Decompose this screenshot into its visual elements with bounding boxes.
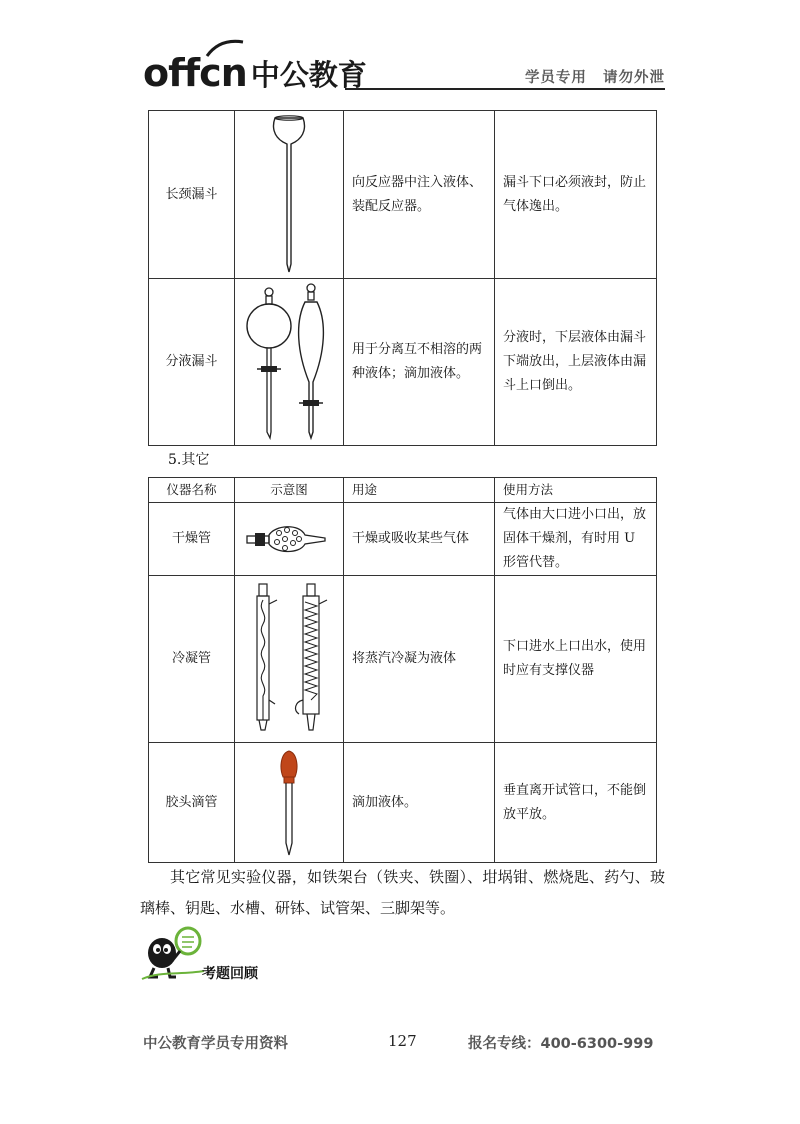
table-row [149, 279, 657, 446]
condenser-figure [235, 576, 344, 743]
header-rule [345, 88, 665, 90]
instrument-method: 分液时，下层液体由漏斗下端放出，上层液体由漏斗上口倒出。 [495, 279, 657, 446]
other-instruments-paragraph: 其它常见实验仪器，如铁架台（铁夹、铁圈）、坩埚钳、燃烧匙、药勺、玻璃棒、钥匙、水槽、研钵、试管架、三脚架等。 [140, 868, 665, 917]
table-row [149, 576, 657, 743]
column-header: 示意图 [235, 478, 344, 503]
table-header-row [149, 478, 657, 503]
footer-hotline: 报名专线：400-6300-999 [468, 1036, 654, 1052]
column-header: 仪器名称 [149, 478, 235, 503]
page-number: 127 [388, 1032, 417, 1050]
dropper-icon [269, 747, 309, 859]
header-tagline: 学员专用 请勿外泄 [524, 70, 665, 86]
review-section [140, 925, 258, 985]
table-row [149, 111, 657, 279]
logo-chinese-text: 中公教育 [250, 58, 367, 92]
mascot-magnifier-icon [140, 925, 206, 981]
instrument-method: 下口进水上口出水，使用时应有支撑仪器 [495, 576, 657, 743]
condenser-icon [239, 580, 339, 738]
column-header: 使用方法 [495, 478, 657, 503]
instrument-name: 冷凝管 [149, 576, 235, 743]
drying-tube-icon [241, 521, 337, 557]
drying-tube-figure [235, 503, 344, 576]
table-row [149, 743, 657, 863]
instrument-use: 用于分离互不相溶的两种液体；滴加液体。 [344, 279, 495, 446]
column-header: 用途 [344, 478, 495, 503]
instrument-name: 分液漏斗 [149, 279, 235, 446]
logo-swoosh-icon [205, 38, 245, 58]
instrument-use: 将蒸汽冷凝为液体 [344, 576, 495, 743]
review-title: 考题回顾 [202, 966, 258, 982]
other-instruments-table [148, 477, 657, 863]
instrument-method: 漏斗下口必须液封，防止气体逸出。 [495, 111, 657, 279]
logo-latin-text: offcn [143, 51, 247, 95]
instrument-use: 干燥或吸收某些气体 [344, 503, 495, 576]
page-header [143, 38, 665, 94]
table-row [149, 503, 657, 576]
funnel-table [148, 110, 657, 446]
instrument-name: 长颈漏斗 [149, 111, 235, 279]
long-neck-funnel-icon [259, 114, 319, 276]
instrument-method: 垂直离开试管口，不能倒放平放。 [495, 743, 657, 863]
section-title: 5.其它 [168, 452, 210, 468]
separatory-funnel-figure [235, 279, 344, 446]
instrument-use: 向反应器中注入液体、装配反应器。 [344, 111, 495, 279]
long-neck-funnel-figure [235, 111, 344, 279]
offcn-logo [143, 38, 367, 95]
footer-left: 中公教育学员专用资料 [143, 1036, 288, 1052]
instrument-name: 干燥管 [149, 503, 235, 576]
instrument-method: 气体由大口进小口出，放固体干燥剂，有时用 U 形管代替。 [495, 503, 657, 576]
instrument-name: 胶头滴管 [149, 743, 235, 863]
separatory-funnel-icon [239, 282, 339, 442]
instrument-use: 滴加液体。 [344, 743, 495, 863]
dropper-figure [235, 743, 344, 863]
